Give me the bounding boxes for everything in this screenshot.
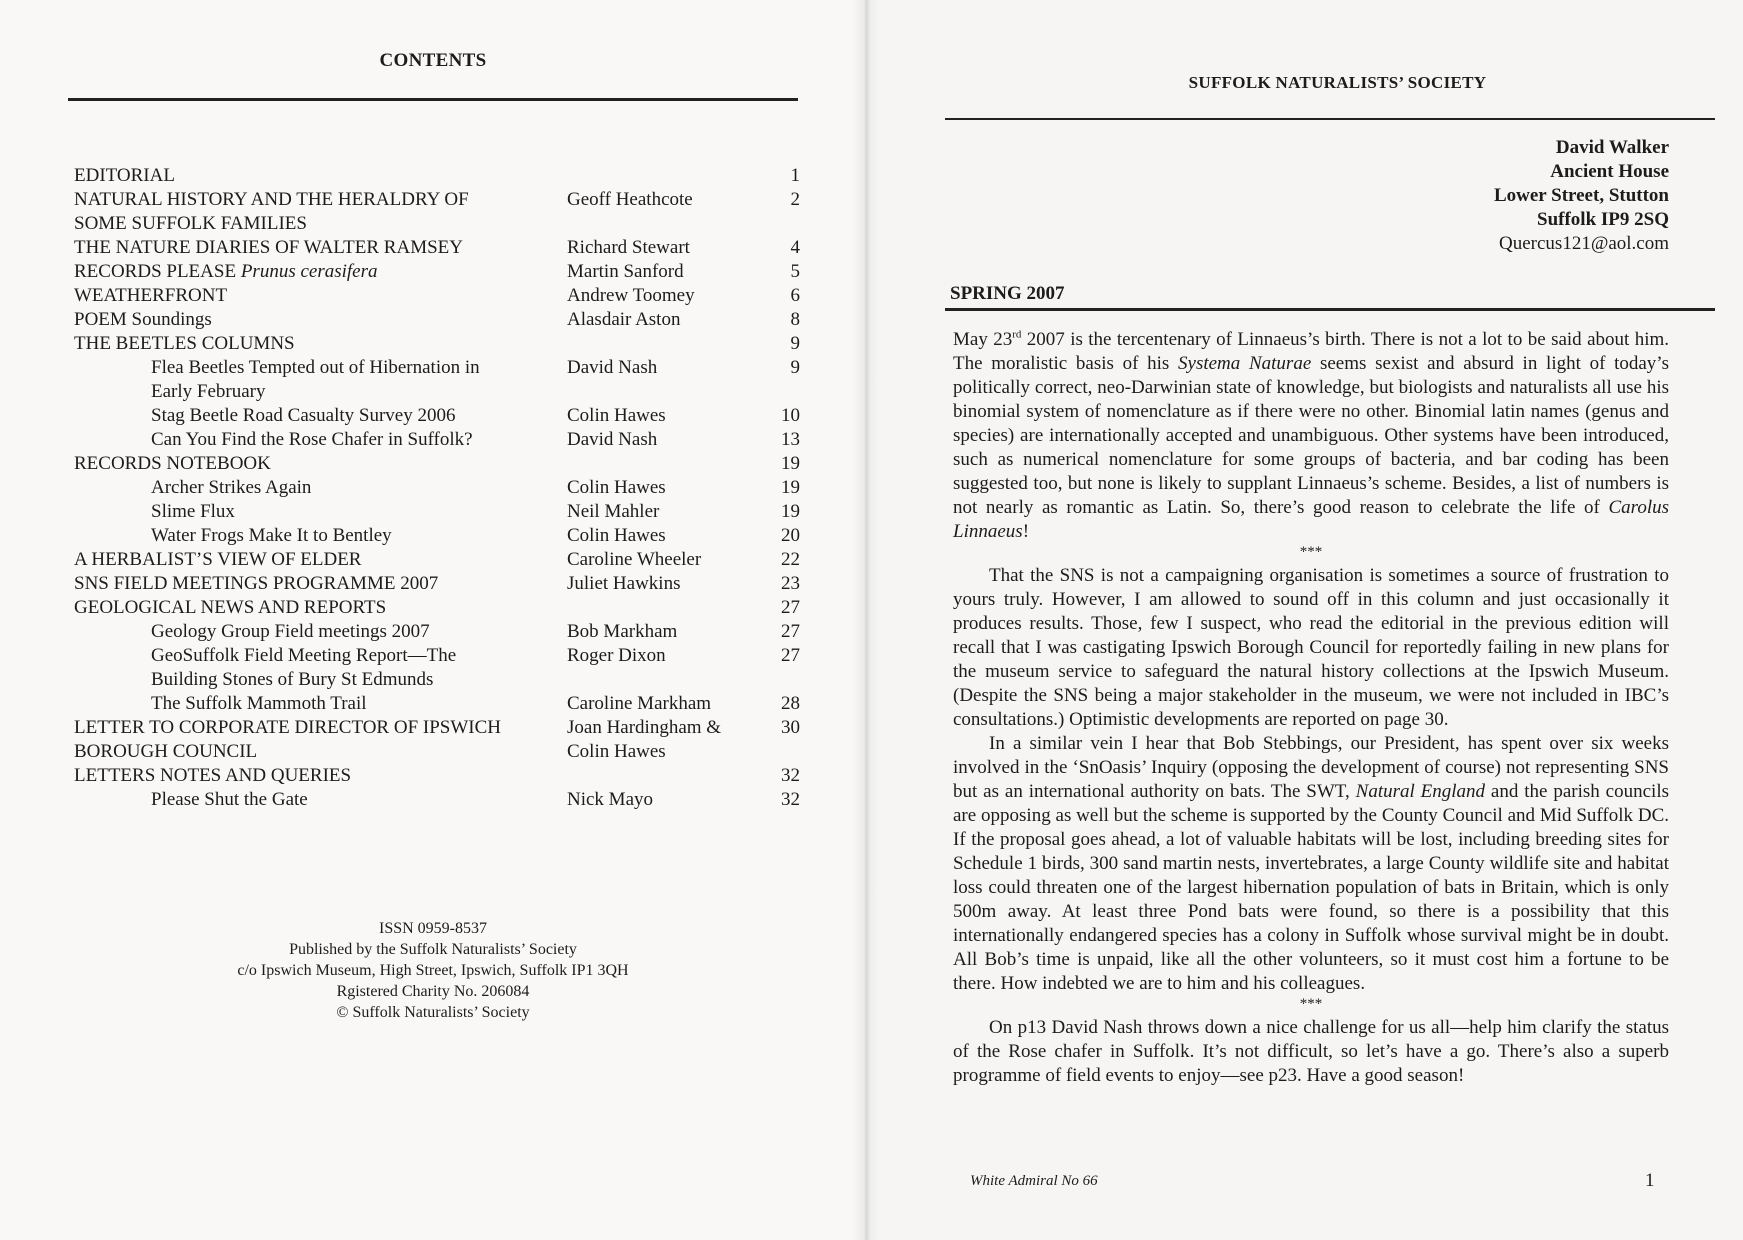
toc-author: Juliet Hawkins bbox=[567, 573, 681, 594]
toc-entry bbox=[74, 692, 800, 716]
toc-page-number: 23 bbox=[781, 573, 800, 594]
toc-page-number: 5 bbox=[790, 261, 800, 282]
toc-entry bbox=[74, 644, 800, 668]
toc-entry bbox=[74, 284, 800, 308]
toc-entry bbox=[74, 452, 800, 476]
address-line: Lower Street, Stutton bbox=[1493, 185, 1669, 206]
editorial-paragraph: On p13 David Nash throws down a nice challenge for us all—help him clarify the status of the Rose chafer in Suffolk. It’s not difficult, so let’s have a go. There’s also a superb programme of field events to enjoy—see p23. Have a good season! bbox=[953, 1017, 1669, 1086]
italic-title: Systema Naturae bbox=[1178, 353, 1312, 374]
toc-entry bbox=[74, 332, 800, 356]
toc-author: Caroline Markham bbox=[567, 693, 712, 714]
toc-page-number: 6 bbox=[790, 285, 800, 306]
toc-author: Colin Hawes bbox=[567, 405, 666, 426]
toc-page-number: 10 bbox=[781, 405, 800, 426]
editor-address bbox=[1494, 136, 1669, 256]
toc-page-number: 8 bbox=[790, 309, 800, 330]
toc-title: SNS FIELD MEETINGS PROGRAMME 2007 bbox=[74, 573, 439, 594]
page-number: 1 bbox=[1645, 1170, 1655, 1191]
toc-author: Roger Dixon bbox=[567, 645, 666, 666]
toc-author: David Nash bbox=[567, 357, 658, 378]
toc-entry bbox=[74, 668, 800, 692]
text-span: ! bbox=[1022, 521, 1030, 542]
toc-entry bbox=[74, 548, 800, 572]
copyright-line: © Suffolk Naturalists’ Society bbox=[336, 1004, 530, 1021]
toc-title: EDITORIAL bbox=[74, 165, 175, 186]
superscript: rd bbox=[1012, 328, 1022, 341]
toc-title: GeoSuffolk Field Meeting Report—The bbox=[151, 645, 457, 666]
text-span: 2007 is the tercentenary of Linnaeus’s birth. There is not a lot to be said about him. The moralistic basis of his bbox=[953, 329, 1670, 374]
toc-title: GEOLOGICAL NEWS AND REPORTS bbox=[74, 597, 387, 618]
toc-entry bbox=[74, 404, 800, 428]
toc-title: SOME SUFFOLK FAMILIES bbox=[74, 213, 307, 234]
toc-page-number: 9 bbox=[790, 357, 800, 378]
text-span: May 23 bbox=[953, 329, 1013, 350]
toc-entry bbox=[74, 572, 800, 596]
toc-title: NATURAL HISTORY AND THE HERALDRY OF bbox=[74, 189, 469, 210]
heading-rule bbox=[945, 118, 1715, 120]
toc-entry bbox=[74, 308, 800, 332]
toc-author: Andrew Toomey bbox=[567, 285, 695, 306]
text-span: In a similar vein I hear that Bob Stebbings, our President, has spent over six weeks involved in the ‘SnOasis’ Inquiry (opposing the development of course) not representing SNS but as an international authority on bats. The SWT, bbox=[953, 733, 1669, 802]
toc-title: Stag Beetle Road Casualty Survey 2006 bbox=[151, 405, 456, 426]
address-line: Ancient House bbox=[1550, 161, 1669, 182]
toc-author: Colin Hawes bbox=[567, 525, 666, 546]
toc-title: Archer Strikes Again bbox=[151, 477, 312, 498]
section-separator: *** bbox=[1299, 544, 1323, 560]
toc-title: POEM Soundings bbox=[74, 309, 212, 330]
toc-entry bbox=[74, 764, 800, 788]
toc-title: LETTERS NOTES AND QUERIES bbox=[74, 765, 352, 786]
toc-entry bbox=[74, 740, 800, 764]
toc-title: Flea Beetles Tempted out of Hibernation in bbox=[151, 357, 480, 378]
toc-title: BOROUGH COUNCIL bbox=[74, 741, 258, 762]
toc-author: Colin Hawes bbox=[567, 741, 666, 762]
toc-page-number: 32 bbox=[781, 789, 800, 810]
toc-entry bbox=[74, 356, 800, 380]
toc-title: LETTER TO CORPORATE DIRECTOR OF IPSWICH bbox=[74, 717, 502, 738]
toc-author: Alasdair Aston bbox=[567, 309, 681, 330]
toc-author: David Nash bbox=[567, 429, 658, 450]
toc-title: Slime Flux bbox=[151, 501, 235, 522]
toc-entry bbox=[74, 428, 800, 452]
issn-line: ISSN 0959-8537 bbox=[378, 920, 487, 937]
text-span: seems sexist and absurd in light of today’s politically correct, neo-Darwinian state of knowledge, but biologists and naturalists all use his binomial system of nomenclature as if there were no other. Binomial latin names (genus and species) are internationally accepted and unambiguous. Other systems have been introduced, such as numerical nomenclature for some groups of bacteria, and bar coding has been suggested too, but none is likely to supplant Linnaeus’s scheme. Besides, a list of numbers is not nearly as romantic as Latin. So, there’s good reason to celebrate the life of bbox=[953, 353, 1669, 518]
charity-line: Rgistered Charity No. 206084 bbox=[336, 983, 530, 1000]
toc-page-number: 2 bbox=[790, 189, 800, 210]
editor-email: Quercus121@aol.com bbox=[1499, 233, 1669, 254]
toc-entry bbox=[74, 500, 800, 524]
toc-author: Martin Sanford bbox=[567, 261, 684, 282]
text-span: and the parish councils are opposing as well but the scheme is supported by the County Council and Mid Suffolk DC. If the proposal goes ahead, a lot of valuable habitats will be lost, including breeding sites for Schedule 1 birds, 300 sand martin nests, invertebrates, a large County wildlife site and habitat loss could threaten one of the largest hibernation population of bats in Britain, which is only 500m away. At least three Pond bats were found, so there is a possibility that this internationally endangered species has a colony in Suffolk whose survival might be in doubt. All Bob’s time is unpaid, like all the other volunteers, so it must cost him a fortune to be there. How indebted we are to him and his colleagues. bbox=[953, 781, 1669, 994]
society-heading: SUFFOLK NATURALISTS’ SOCIETY bbox=[1188, 73, 1487, 92]
contents-page bbox=[0, 0, 866, 1240]
toc-author: Colin Hawes bbox=[567, 477, 666, 498]
toc-entry bbox=[74, 788, 800, 812]
toc-page-number: 27 bbox=[781, 645, 800, 666]
toc-page-number: 27 bbox=[781, 597, 800, 618]
editorial-text bbox=[953, 328, 1669, 1088]
table-of-contents bbox=[74, 164, 800, 812]
toc-title: THE NATURE DIARIES OF WALTER RAMSEY bbox=[74, 237, 463, 258]
toc-author: Neil Mahler bbox=[567, 501, 660, 522]
toc-entry bbox=[74, 380, 800, 404]
toc-page-number: 30 bbox=[781, 717, 800, 738]
toc-entry bbox=[74, 524, 800, 548]
toc-entry bbox=[74, 596, 800, 620]
publication-imprint bbox=[0, 918, 866, 1023]
toc-author: Caroline Wheeler bbox=[567, 549, 702, 570]
toc-title-species: Prunus cerasifera bbox=[240, 261, 378, 282]
toc-entry bbox=[74, 188, 800, 212]
toc-page-number: 4 bbox=[790, 237, 800, 258]
toc-entry bbox=[74, 212, 800, 236]
toc-entry bbox=[74, 236, 800, 260]
running-footer: White Admiral No 66 bbox=[970, 1173, 1098, 1189]
toc-page-number: 22 bbox=[781, 549, 800, 570]
toc-page-number: 19 bbox=[781, 501, 800, 522]
address-line: Suffolk IP9 2SQ bbox=[1537, 209, 1669, 230]
toc-title-text: RECORDS PLEASE bbox=[74, 261, 237, 282]
toc-page-number: 9 bbox=[790, 333, 800, 354]
toc-entry bbox=[74, 260, 800, 284]
toc-page-number: 19 bbox=[781, 477, 800, 498]
toc-page-number: 1 bbox=[790, 165, 800, 186]
toc-title bbox=[74, 260, 564, 284]
toc-entry bbox=[74, 164, 800, 188]
section-separator: *** bbox=[1299, 996, 1323, 1012]
italic-name: Carolus Linnaeus bbox=[953, 497, 1669, 542]
toc-title: Water Frogs Make It to Bentley bbox=[151, 525, 392, 546]
toc-page-number: 13 bbox=[781, 429, 800, 450]
toc-entry bbox=[74, 620, 800, 644]
editorial-paragraph bbox=[953, 732, 1669, 996]
toc-title: WEATHERFRONT bbox=[74, 285, 228, 306]
heading-rule bbox=[68, 98, 798, 101]
toc-author: Bob Markham bbox=[567, 621, 678, 642]
toc-title: Early February bbox=[151, 381, 266, 402]
editor-name: David Walker bbox=[1555, 137, 1669, 158]
toc-author: Geoff Heathcote bbox=[567, 189, 693, 210]
address-line: c/o Ipswich Museum, High Street, Ipswich, Suffolk IP1 3QH bbox=[237, 962, 629, 979]
toc-title: The Suffolk Mammoth Trail bbox=[151, 693, 367, 714]
toc-title: Geology Group Field meetings 2007 bbox=[151, 621, 430, 642]
toc-page-number: 32 bbox=[781, 765, 800, 786]
toc-title: RECORDS NOTEBOOK bbox=[74, 453, 271, 474]
toc-page-number: 20 bbox=[781, 525, 800, 546]
publisher-line: Published by the Suffolk Naturalists’ Society bbox=[289, 941, 577, 958]
toc-title: Please Shut the Gate bbox=[151, 789, 308, 810]
toc-title: Can You Find the Rose Chafer in Suffolk? bbox=[151, 429, 473, 450]
toc-author: Richard Stewart bbox=[567, 237, 690, 258]
contents-heading: CONTENTS bbox=[379, 50, 487, 71]
toc-title: Building Stones of Bury St Edmunds bbox=[151, 669, 434, 690]
book-gutter-shadow bbox=[852, 0, 878, 1240]
toc-entry bbox=[74, 476, 800, 500]
toc-title: THE BEETLES COLUMNS bbox=[74, 333, 295, 354]
toc-title: A HERBALIST’S VIEW OF ELDER bbox=[74, 549, 362, 570]
toc-page-number: 19 bbox=[781, 453, 800, 474]
section-rule bbox=[945, 308, 1715, 311]
editorial-paragraph bbox=[953, 328, 1669, 544]
toc-entry bbox=[74, 716, 800, 740]
toc-author: Nick Mayo bbox=[567, 789, 654, 810]
toc-page-number: 27 bbox=[781, 621, 800, 642]
toc-page-number: 28 bbox=[781, 693, 800, 714]
toc-author: Joan Hardingham & bbox=[567, 717, 722, 738]
editorial-paragraph: That the SNS is not a campaigning organisation is sometimes a source of frustration to yours truly. However, I am allowed to sound off in this column and just occasionally it produces results. Those, few I suspect, who read the editorial in the previous edition will recall that I was castigating Ipswich Borough Council for reportedly failing in new plans for the museum service to safeguard the natural history collections at the Ipswich Museum. (Despite the SNS being a major stakeholder in the museum, we were not included in IBC’s consultations.) Optimistic developments are reported on page 30. bbox=[953, 565, 1669, 730]
italic-name: Natural England bbox=[1355, 781, 1486, 802]
season-heading: SPRING 2007 bbox=[950, 283, 1065, 304]
